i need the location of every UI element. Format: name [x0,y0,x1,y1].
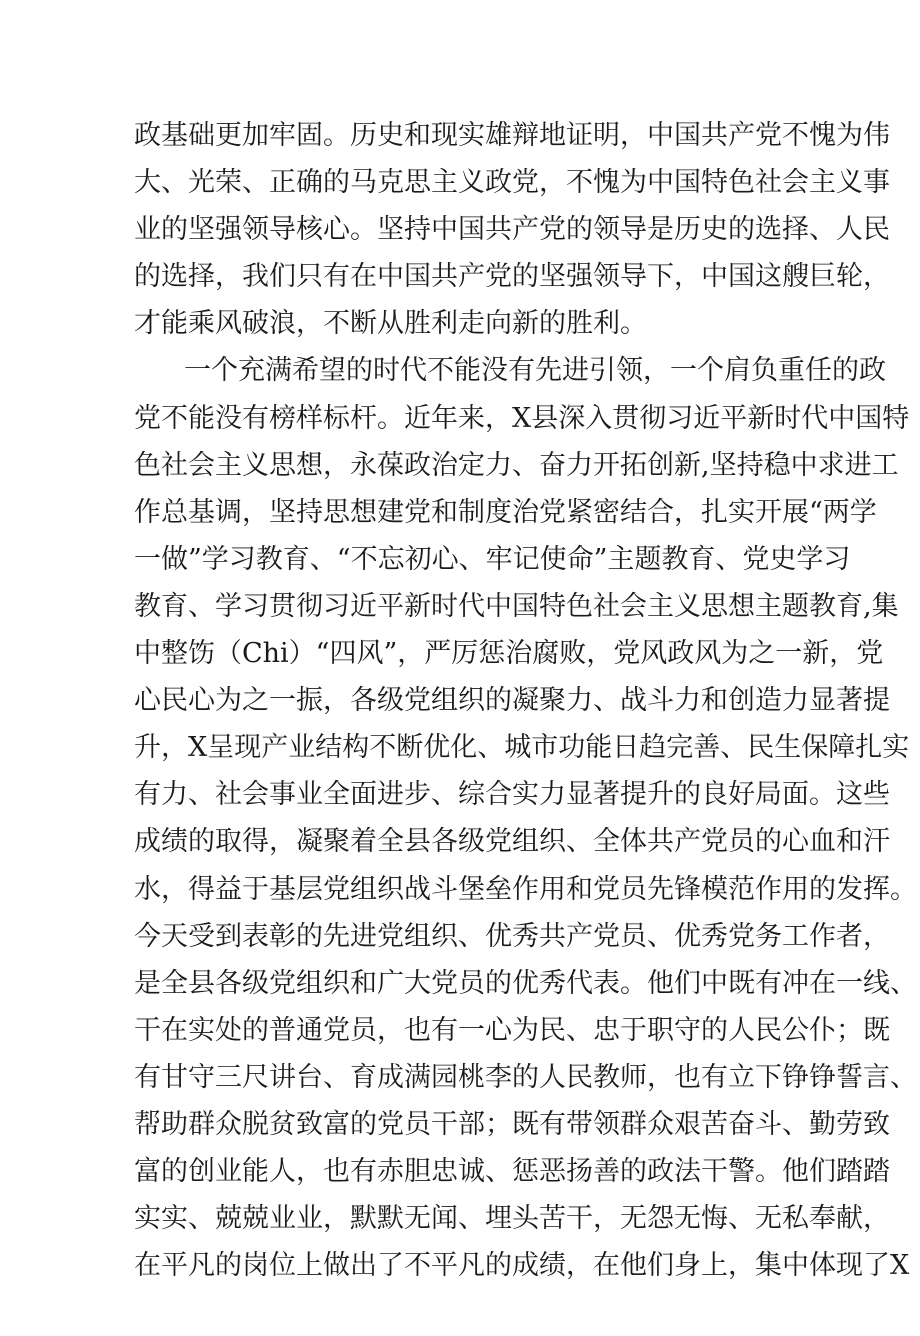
text-line-indented: 一个充满希望的时代不能没有先进引领，一个肩负重任的政 [184,355,886,387]
text-line: 中整饬（Chi）“四风”，严厉惩治腐败，党风政风为之一新，党 [134,638,884,670]
text-line: 作总基调，坚持思想建党和制度治党紧密结合，扎实开展“两学 [134,496,877,528]
text-line: 业的坚强领导核心。坚持中国共产党的领导是历史的选择、人民 [134,214,890,246]
text-line: 在平凡的岗位上做出了不平凡的成绩，在他们身上，集中体现了X [134,1250,910,1282]
text-line: 是全县各级党组织和广大党员的优秀代表。他们中既有冲在一线、 [134,967,917,999]
text-line: 富的创业能人，也有赤胆忠诚、惩恶扬善的政法干警。他们踏踏 [134,1156,890,1188]
text-line: 成绩的取得，凝聚着全县各级党组织、全体共产党员的心血和汗 [134,826,890,858]
text-line: 大、光荣、正确的马克思主义政党，不愧为中国特色社会主义事 [134,167,890,199]
text-line [134,1289,794,1336]
text-line: 有甘守三尺讲台、育成满园桃李的人民教师，也有立下铮铮誓言、 [134,1061,917,1093]
text-line: 色社会主义思想，永葆政治定力、奋力开拓创新,坚持稳中求进工 [134,449,899,481]
text-line: 教育、学习贯彻习近平新时代中国特色社会主义思想主题教育,集 [134,590,899,622]
text-line: 今天受到表彰的先进党组织、优秀共产党员、优秀党务工作者， [134,920,890,952]
text-line: 实实、兢兢业业，默默无闻、埋头苦干，无怨无悔、无私奉献， [134,1203,890,1235]
body-text [134,112,917,1336]
text-line: 干在实处的普通党员，也有一心为民、忠于职守的人民公仆；既 [134,1014,890,1046]
text-line: 的选择，我们只有在中国共产党的坚强领导下，中国这艘巨轮， [134,261,890,293]
text-line: 政基础更加牢固。历史和现实雄辩地证明，中国共产党不愧为伟 [134,120,890,151]
text-line: 升，X呈现产业结构不断优化、城市功能日趋完善、民生保障扎实 [134,732,910,764]
text-line: 帮助群众脱贫致富的党员干部；既有带领群众艰苦奋斗、勤劳致 [134,1108,890,1140]
text-line: 党不能没有榜样标杆。近年来，X县深入贯彻习近平新时代中国特 [134,402,910,434]
text-line: 才能乘风破浪，不断从胜利走向新的胜利。 [134,308,647,340]
text-line: 心民心为之一振，各级党组织的凝聚力、战斗力和创造力显著提 [134,685,890,717]
text-line: 有力、社会事业全面进步、综合实力显著提升的良好局面。这些 [134,779,890,811]
text-line: 水，得益于基层党组织战斗堡垒作用和党员先锋模范作用的发挥。 [134,873,917,905]
text-line: 一做”学习教育、“不忘初心、牢记使命”主题教育、党史学习 [134,543,851,575]
